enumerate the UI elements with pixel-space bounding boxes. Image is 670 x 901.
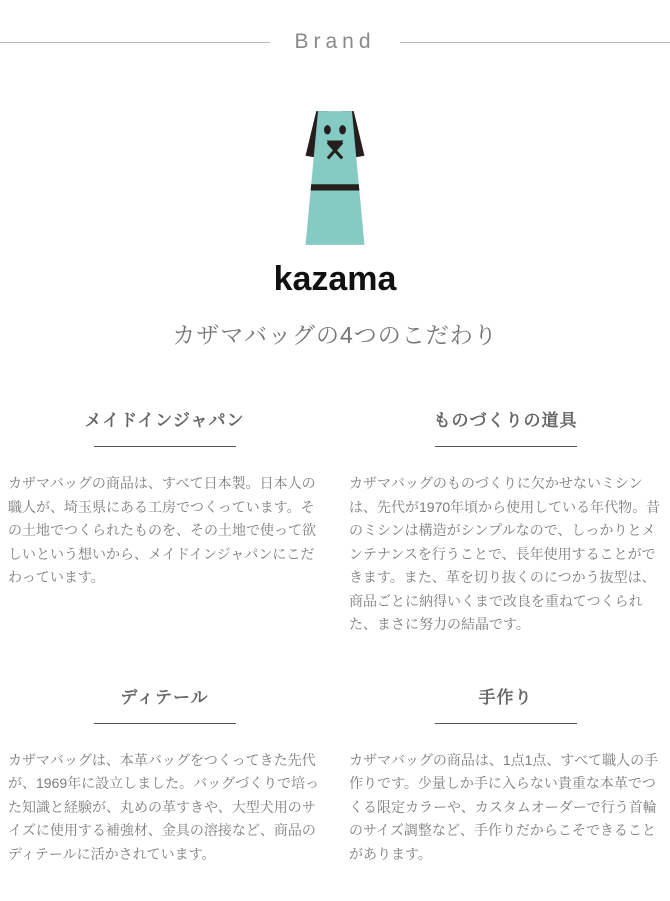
kazama-dog-logo-icon	[277, 102, 393, 254]
header-rule-right	[400, 42, 670, 43]
heading-underline	[435, 723, 577, 724]
dog-collar	[311, 184, 360, 190]
heading-underline	[435, 446, 577, 447]
heading-underline	[94, 723, 236, 724]
feature-body: カザマバッグは、本革バッグをつくってきた先代が、1969年に設立しました。バッグづくりで培った知識と経験が、丸めの革すきや、大型犬用のサイズに使用する補強材、金具の溶接など、商品のディテールに活かされています。	[8, 751, 320, 862]
dog-eye-left	[324, 125, 331, 134]
feature-tools	[349, 406, 662, 637]
heading-underline	[94, 446, 236, 447]
feature-heading: メイドインジャパン	[84, 411, 245, 430]
feature-body: カザマバッグのものづくりに欠かせないミシンは、先代が1970年頃から使用している年代物。昔のミシンは構造がシンプルなので、しっかりとメンテナンスを行うことで、長年使用することができます。また、革を切り抜くのにつかう抜型は、商品ごとに納得いくまで改良を重ねてつくられた、まさに努力の結晶です。	[349, 475, 661, 632]
dog-eye-right	[339, 125, 346, 134]
feature-body: カザマバッグの商品は、すべて日本製。日本人の職人が、埼玉県にある工房でつくっています。その土地でつくられたものを、その土地で使って欲しいという想いから、メイドインジャパンにこだわっています。	[8, 475, 316, 585]
feature-body: カザマバッグの商品は、1点1点、すべて職人の手作りです。少量しか手に入らない貴重な本革でつくる限定カラーや、カスタムオーダーで行う首輪のサイズ調整など、手作りだからこそできることがあります。	[349, 751, 659, 862]
brand-header	[0, 30, 670, 54]
feature-heading: ディテール	[120, 687, 209, 707]
feature-detail	[8, 683, 321, 867]
brand-header-label: Brand	[294, 30, 376, 53]
feature-grid	[8, 406, 662, 866]
feature-heading: ものづくりの道具	[433, 411, 578, 430]
section-title: カザマバッグの4つのこだわり	[172, 322, 498, 348]
brand-logo-wrap	[0, 102, 670, 254]
feature-made-in-japan	[8, 406, 321, 637]
header-rule-left	[0, 42, 270, 43]
feature-handmade	[349, 683, 662, 867]
feature-heading: 手作り	[478, 687, 533, 707]
brand-name: kazama	[273, 260, 397, 298]
